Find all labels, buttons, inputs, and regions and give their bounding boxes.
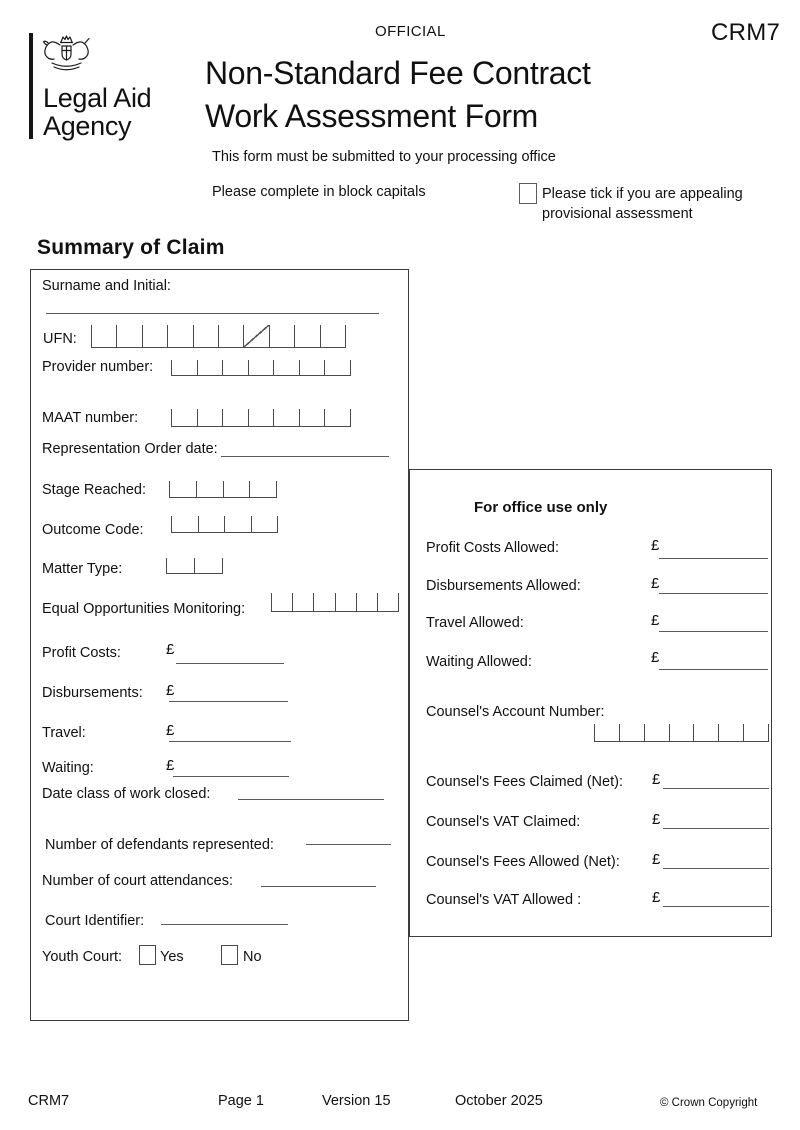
waiting-pound: £ [166,757,175,774]
appeal-checkbox-label: Please tick if you are appealing provisional assessment [542,186,743,222]
disbursements-allowed-line[interactable] [659,593,768,594]
footer-page-number: Page 1 [218,1093,264,1109]
char-cell[interactable] [223,481,250,497]
char-cell[interactable] [197,409,223,426]
youth-court-label: Youth Court: [42,949,123,965]
defendants-represented-line[interactable] [306,844,391,845]
maat-number-boxes[interactable] [171,409,351,427]
char-cell[interactable] [292,593,313,611]
char-cell[interactable] [116,325,141,347]
counsel-account-number-boxes[interactable] [594,724,769,742]
footer-copyright: © Crown Copyright [660,1097,758,1109]
defendants-represented-label: Number of defendants represented: [45,837,274,853]
representation-order-date-line[interactable] [221,456,389,457]
court-identifier-line[interactable] [161,924,288,925]
counsel-fees-allowed-pound: £ [652,851,661,868]
appeal-checkbox[interactable] [519,183,537,204]
surname-field-line[interactable] [46,313,379,314]
profit-costs-allowed-label: Profit Costs Allowed: [426,540,559,556]
stage-reached-label: Stage Reached: [42,482,146,498]
court-identifier-label: Court Identifier: [45,913,145,929]
waiting-label: Waiting: [42,760,94,776]
profit-costs-allowed-pound: £ [651,537,660,554]
char-cell[interactable] [619,724,644,741]
char-cell[interactable] [198,516,225,532]
counsel-vat-allowed-label: Counsel's VAT Allowed : [426,892,582,908]
youth-court-yes-checkbox[interactable] [139,945,156,965]
waiting-line[interactable] [173,776,289,777]
travel-pound: £ [166,722,175,739]
travel-allowed-pound: £ [651,612,660,629]
char-cell[interactable] [218,325,243,347]
waiting-allowed-line[interactable] [659,669,768,670]
footer-version: Version 15 [322,1093,391,1109]
char-cell[interactable] [693,724,718,741]
char-cell[interactable] [294,325,319,347]
disbursements-line[interactable] [169,701,288,702]
char-cell[interactable] [171,516,198,532]
char-cell[interactable] [91,325,116,347]
logo-line2: Agency [43,111,132,141]
char-cell[interactable] [324,360,351,375]
submission-instruction: This form must be submitted to your processing office [212,149,556,165]
court-attendances-line[interactable] [261,886,376,887]
counsel-fees-claimed-line[interactable] [663,788,769,789]
page-title: Non-Standard Fee Contract Work Assessment Form [205,55,591,134]
equal-opportunities-label: Equal Opportunities Monitoring: [42,601,246,617]
char-cell[interactable] [193,325,218,347]
travel-label: Travel: [42,725,86,741]
char-cell[interactable] [313,593,334,611]
representation-order-date-label: Representation Order date: [42,441,218,457]
char-cell[interactable] [251,516,279,532]
counsel-vat-claimed-pound: £ [652,811,661,828]
summary-of-claim-box [30,269,409,1021]
char-cell[interactable] [196,481,223,497]
char-cell[interactable] [166,558,194,573]
profit-costs-label: Profit Costs: [42,645,121,661]
disbursements-allowed-label: Disbursements Allowed: [426,578,581,594]
counsel-vat-claimed-line[interactable] [663,828,769,829]
legal-aid-agency-logo [43,84,151,140]
outcome-code-boxes[interactable] [171,516,278,533]
counsel-vat-allowed-line[interactable] [663,906,769,907]
char-cell[interactable] [335,593,356,611]
youth-court-no-label: No [243,949,262,965]
char-cell[interactable] [594,724,619,741]
matter-type-label: Matter Type: [42,561,123,577]
char-cell[interactable] [273,409,299,426]
char-cell[interactable] [273,360,299,375]
counsel-fees-claimed-pound: £ [652,771,661,788]
outcome-code-label: Outcome Code: [42,522,144,538]
court-attendances-label: Number of court attendances: [42,873,234,889]
profit-costs-pound: £ [166,641,175,658]
char-cell[interactable] [249,481,277,497]
char-cell[interactable] [224,516,251,532]
char-cell[interactable] [644,724,669,741]
counsel-vat-allowed-pound: £ [652,889,661,906]
ufn-label: UFN: [43,331,77,347]
stage-reached-boxes[interactable] [169,481,277,498]
disbursements-allowed-pound: £ [651,575,660,592]
waiting-allowed-label: Waiting Allowed: [426,654,532,670]
ufn-boxes[interactable] [91,325,346,348]
disbursements-pound: £ [166,682,175,699]
travel-allowed-label: Travel Allowed: [426,615,524,631]
char-cell[interactable] [718,724,743,741]
waiting-allowed-pound: £ [651,649,660,666]
travel-line[interactable] [169,741,291,742]
summary-of-claim-heading: Summary of Claim [37,236,225,259]
provider-number-boxes[interactable] [171,360,351,376]
logo-vertical-bar [29,33,33,139]
char-cell[interactable] [377,593,399,611]
char-cell[interactable] [299,409,325,426]
char-cell[interactable] [169,481,196,497]
char-cell[interactable] [197,360,223,375]
matter-type-boxes[interactable] [166,558,223,574]
youth-court-no-checkbox[interactable] [221,945,238,965]
char-cell[interactable] [669,724,694,741]
char-cell[interactable] [222,409,248,426]
equal-opportunities-boxes[interactable] [271,593,399,612]
char-cell[interactable] [248,360,274,375]
surname-label: Surname and Initial: [42,278,171,294]
date-class-closed-line[interactable] [238,799,384,800]
footer-date: October 2025 [455,1093,543,1109]
char-cell[interactable] [269,325,294,347]
office-use-heading: For office use only [474,499,608,516]
disbursements-label: Disbursements: [42,685,143,701]
counsel-fees-allowed-line[interactable] [663,868,769,869]
char-cell[interactable] [194,558,223,573]
char-cell[interactable] [299,360,325,375]
char-cell[interactable] [356,593,377,611]
counsel-vat-claimed-label: Counsel's VAT Claimed: [426,814,581,830]
office-use-only-box [409,469,772,937]
char-cell[interactable] [167,325,192,347]
counsel-fees-claimed-label: Counsel's Fees Claimed (Net): [426,774,623,790]
classification-banner: OFFICIAL [375,23,446,40]
slash-cell[interactable] [243,325,268,347]
travel-allowed-line[interactable] [659,631,768,632]
maat-number-label: MAAT number: [42,410,139,426]
char-cell[interactable] [271,593,292,611]
char-cell[interactable] [222,360,248,375]
char-cell[interactable] [743,724,769,741]
char-cell[interactable] [324,409,351,426]
provider-number-label: Provider number: [42,359,154,375]
date-class-closed-label: Date class of work closed: [42,786,211,802]
footer-form-code: CRM7 [28,1093,70,1109]
profit-costs-allowed-line[interactable] [659,558,768,559]
char-cell[interactable] [320,325,346,347]
form-code: CRM7 [711,19,781,46]
char-cell[interactable] [171,409,197,426]
logo-line1: Legal Aid [43,83,152,113]
char-cell[interactable] [142,325,167,347]
block-capitals-note: Please complete in block capitals [212,184,426,200]
youth-court-yes-label: Yes [160,949,184,965]
royal-coat-of-arms-icon [36,33,96,79]
profit-costs-line[interactable] [176,663,284,664]
counsel-fees-allowed-label: Counsel's Fees Allowed (Net): [426,854,620,870]
char-cell[interactable] [171,360,197,375]
char-cell[interactable] [248,409,274,426]
counsel-account-number-label: Counsel's Account Number: [426,704,605,720]
